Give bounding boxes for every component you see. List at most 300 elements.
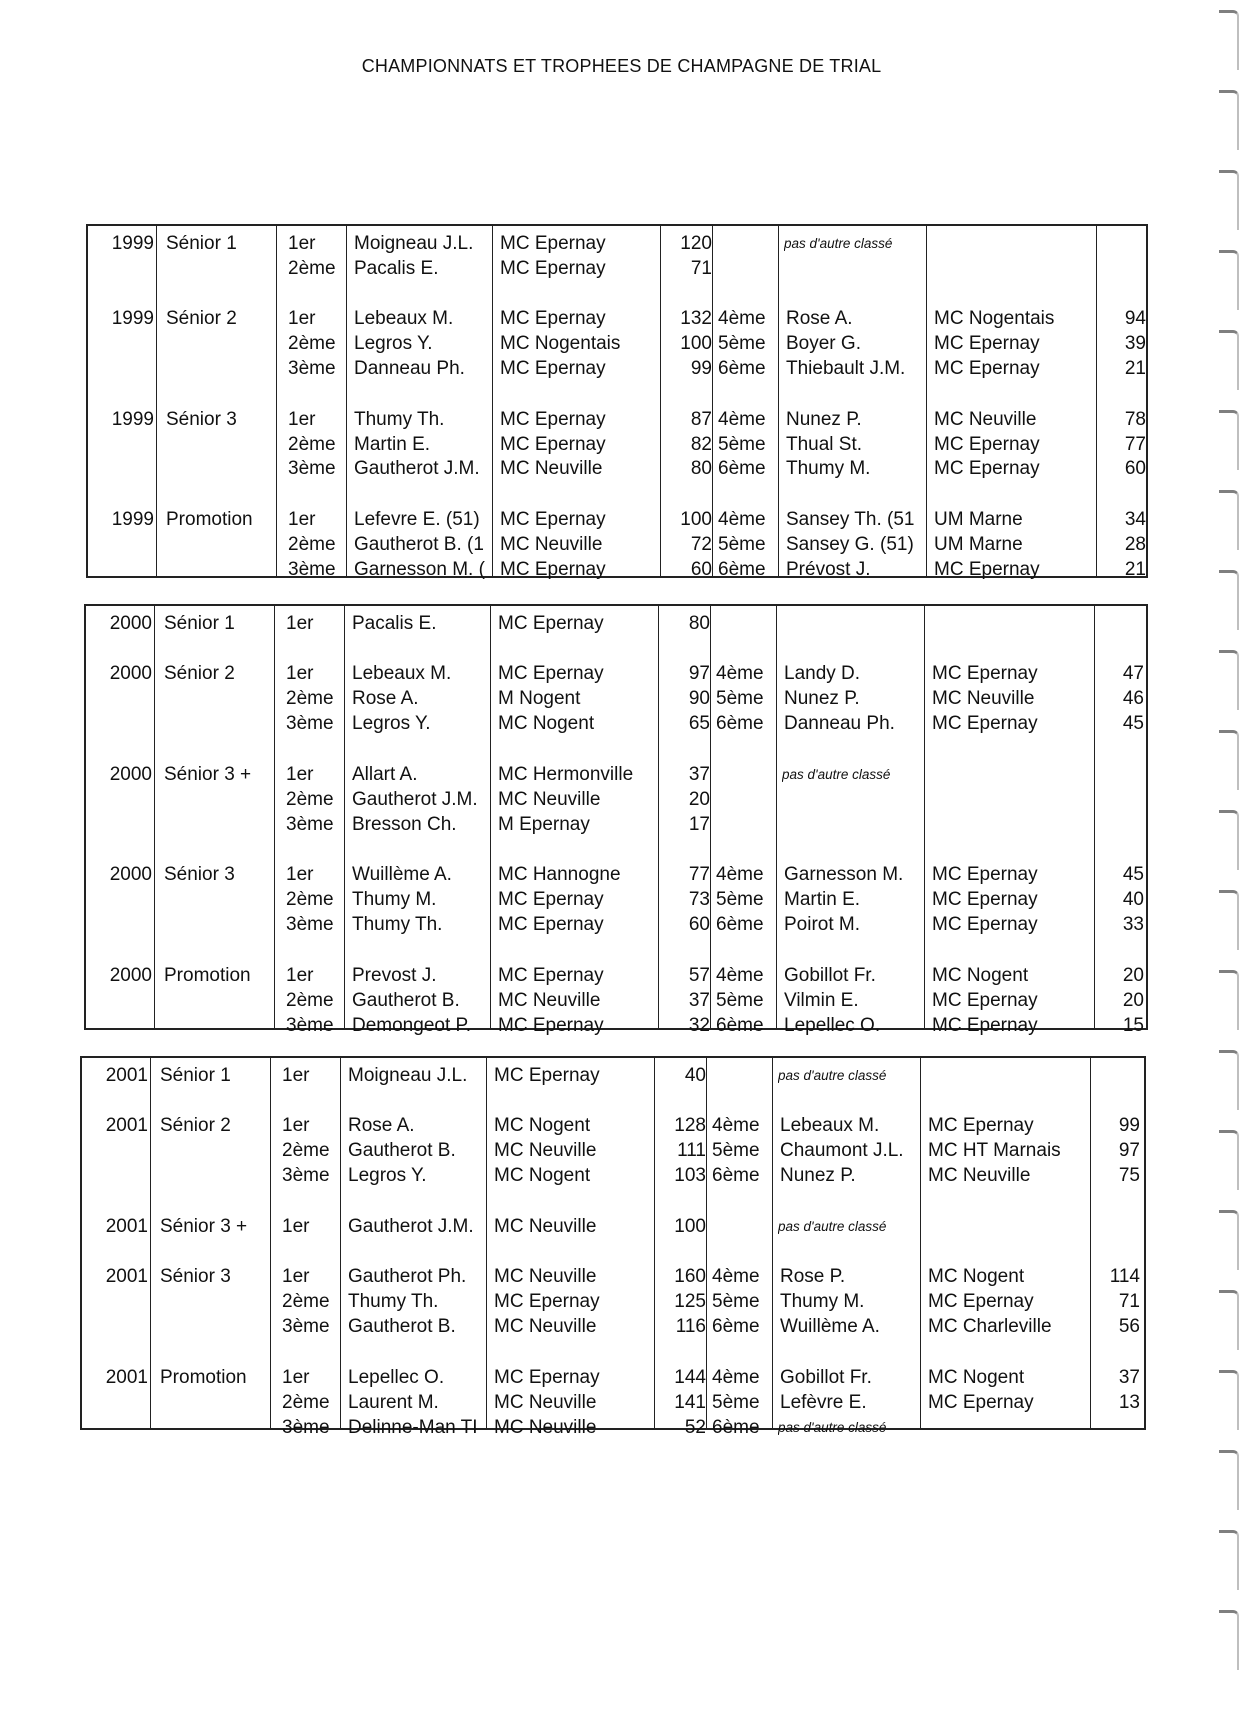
cell-rank2: 4ème (716, 663, 764, 684)
cell-pts: 100 (680, 509, 712, 530)
cell-club2 (928, 1215, 1092, 1239)
table-row (86, 813, 1146, 837)
cell-pts: 40 (684, 1065, 706, 1086)
cell-rank2 (718, 232, 780, 256)
binding-edge-mark (1219, 1370, 1239, 1430)
cell-club2 (934, 257, 1098, 281)
cell-cat (164, 813, 276, 837)
cell-pts2: 20 (1122, 990, 1144, 1011)
cell-club: MC Epernay (494, 1367, 600, 1388)
cell-name: Gautherot B. (1 (354, 534, 484, 555)
table-row (88, 408, 1146, 432)
cell-pts: 99 (690, 358, 712, 379)
cell-club2: MC Neuville (932, 688, 1035, 709)
cell-rank2: 6ème (716, 914, 764, 935)
cell-cat: Sénior 1 (166, 233, 237, 254)
cell-club2 (932, 788, 1096, 812)
cell-name: Gautherot J.M. (354, 458, 480, 479)
results-block (80, 1056, 1146, 1438)
cell-note (784, 457, 924, 481)
cell-pts2: 15 (1122, 1015, 1144, 1036)
cell-club2: MC Epernay (934, 559, 1040, 580)
cell-rank: 2ème (286, 889, 334, 910)
cell-name2: Thumy M. (780, 1291, 865, 1312)
cell-pts2 (1102, 257, 1146, 281)
cell-name: Garnesson M. ( (354, 559, 485, 580)
cell-note (778, 1265, 918, 1289)
cell-rank2: 4ème (712, 1115, 760, 1136)
cell-year (86, 1315, 148, 1339)
cell-pts: 144 (674, 1367, 706, 1388)
cell-note (782, 612, 922, 636)
cell-year (90, 989, 152, 1013)
cell-name2: Thual St. (786, 434, 863, 455)
cell-name: Gautherot B. (348, 1140, 456, 1161)
cell-year: 1999 (111, 509, 154, 530)
cell-name2: Prévost J. (786, 559, 871, 580)
cell-pts: 60 (690, 559, 712, 580)
cell-pts: 37 (688, 764, 710, 785)
cell-pts2 (1100, 763, 1144, 787)
cell-cat (164, 913, 276, 937)
cell-name2: Nunez P. (784, 688, 860, 709)
table-row (86, 1014, 1146, 1038)
cell-pts2: 21 (1124, 358, 1146, 379)
cell-pts: 125 (674, 1291, 706, 1312)
cell-name: Danneau Ph. (354, 358, 465, 379)
cell-cat: Sénior 3 (166, 409, 237, 430)
cell-note (782, 1014, 922, 1038)
table-row (82, 1064, 1144, 1088)
table-row (86, 612, 1146, 636)
cell-rank2 (712, 1215, 774, 1239)
cell-rank: 1er (288, 308, 316, 329)
cell-rank: 1er (286, 965, 314, 986)
cell-cat: Sénior 1 (164, 613, 235, 634)
cell-cat (166, 357, 278, 381)
cell-pts: 120 (680, 233, 712, 254)
cell-pts: 82 (690, 434, 712, 455)
cell-club2: MC HT Marnais (928, 1140, 1061, 1161)
cell-cat (160, 1416, 272, 1440)
table-row (88, 257, 1146, 281)
cell-note (782, 662, 922, 686)
cell-club: MC Nogent (498, 713, 595, 734)
cell-note (784, 433, 924, 457)
cell-rank2 (716, 813, 778, 837)
cell-name2: Rose P. (780, 1266, 846, 1287)
cell-rank: 3ème (286, 914, 334, 935)
cell-pts: 160 (674, 1266, 706, 1287)
cell-name: Lefevre E. (51) (354, 509, 480, 530)
cell-rank2: 6ème (718, 458, 766, 479)
cell-pts2 (1096, 1416, 1140, 1440)
cell-rank: 1er (282, 1266, 310, 1287)
cell-club: MC Epernay (500, 258, 606, 279)
cell-note: pas d'autre classé (784, 236, 893, 251)
table-row (88, 533, 1146, 557)
cell-year (86, 1416, 148, 1440)
cell-club2: MC Epernay (932, 1015, 1038, 1036)
cell-club2: MC Epernay (934, 358, 1040, 379)
cell-cat (164, 712, 276, 736)
cell-name2: Boyer G. (786, 333, 861, 354)
table-row (86, 788, 1146, 812)
table-row (88, 307, 1146, 331)
cell-cat (166, 332, 278, 356)
cell-club2 (928, 1416, 1092, 1440)
cell-note (782, 712, 922, 736)
cell-pts2: 56 (1118, 1316, 1140, 1337)
cell-note (778, 1290, 918, 1314)
cell-note (782, 913, 922, 937)
cell-name2: Gobillot Fr. (780, 1367, 872, 1388)
cell-note (784, 408, 924, 432)
cell-club2: MC Epernay (932, 864, 1038, 885)
cell-name2: Garnesson M. (784, 864, 904, 885)
cell-rank2: 5ème (716, 889, 764, 910)
cell-rank: 1er (286, 613, 314, 634)
cell-pts: 32 (688, 1015, 710, 1036)
table-row (88, 558, 1146, 582)
cell-rank: 1er (288, 509, 316, 530)
cell-year (90, 687, 152, 711)
cell-pts2: 99 (1118, 1115, 1140, 1136)
cell-rank2: 4ème (718, 409, 766, 430)
cell-club: MC Epernay (498, 914, 604, 935)
cell-pts2 (1096, 1064, 1140, 1088)
cell-rank: 2ème (286, 990, 334, 1011)
cell-cat: Promotion (160, 1367, 247, 1388)
cell-name2: Chaumont J.L. (780, 1140, 904, 1161)
table-row (82, 1215, 1144, 1239)
cell-note: pas d'autre classé (778, 1068, 887, 1083)
cell-note (784, 558, 924, 582)
cell-name: Thumy Th. (354, 409, 445, 430)
cell-pts2: 13 (1118, 1392, 1140, 1413)
binding-edge-mark (1219, 730, 1239, 790)
cell-club: MC Nogent (494, 1165, 591, 1186)
cell-year (90, 712, 152, 736)
cell-year (90, 788, 152, 812)
binding-edge-mark (1219, 570, 1239, 630)
cell-note (784, 257, 924, 281)
cell-name2: Sansey Th. (51 (786, 509, 915, 530)
cell-rank2: 4ème (718, 308, 766, 329)
cell-club2: MC Neuville (934, 409, 1037, 430)
cell-pts: 57 (688, 965, 710, 986)
cell-year (86, 1290, 148, 1314)
cell-rank2: 6ème (712, 1316, 760, 1337)
cell-name2: Sansey G. (51) (786, 534, 914, 555)
cell-club: MC Epernay (494, 1291, 600, 1312)
cell-name: Pacalis E. (354, 258, 439, 279)
cell-pts: 128 (674, 1115, 706, 1136)
cell-pts2: 40 (1122, 889, 1144, 910)
cell-rank2 (716, 612, 778, 636)
cell-rank2: 5ème (716, 688, 764, 709)
binding-edge-mark (1219, 10, 1239, 70)
cell-cat (160, 1315, 272, 1339)
cell-club: MC Neuville (494, 1417, 597, 1438)
cell-rank: 2ème (282, 1392, 330, 1413)
cell-name: Laurent M. (348, 1392, 439, 1413)
cell-club2: MC Epernay (928, 1291, 1034, 1312)
cell-rank: 3ème (286, 814, 334, 835)
cell-pts2: 46 (1122, 688, 1144, 709)
cell-rank: 2ème (282, 1140, 330, 1161)
cell-note (782, 687, 922, 711)
cell-name: Bresson Ch. (352, 814, 457, 835)
binding-edge-mark (1219, 1210, 1239, 1270)
cell-pts2: 78 (1124, 409, 1146, 430)
cell-note (778, 1114, 918, 1138)
table-row (82, 1164, 1144, 1188)
cell-club2: MC Epernay (934, 458, 1040, 479)
cell-rank: 1er (282, 1065, 310, 1086)
cell-name2: Lebeaux M. (780, 1115, 880, 1136)
cell-pts: 71 (690, 258, 712, 279)
cell-name2: Landy D. (784, 663, 861, 684)
binding-edge-mark (1219, 170, 1239, 230)
cell-rank: 1er (286, 864, 314, 885)
cell-name2: Thiebault J.M. (786, 358, 906, 379)
cell-rank: 3ème (288, 458, 336, 479)
cell-club: M Epernay (498, 814, 590, 835)
cell-rank2: 5ème (718, 434, 766, 455)
cell-name2: Lefèvre E. (780, 1392, 867, 1413)
binding-edge-mark (1219, 90, 1239, 150)
cell-club2: MC Charleville (928, 1316, 1052, 1337)
cell-name: Lebeaux M. (354, 308, 454, 329)
cell-cat: Sénior 1 (160, 1065, 231, 1086)
cell-name: Thumy Th. (352, 914, 443, 935)
cell-name2: Lepellec O. (784, 1015, 881, 1036)
cell-note (784, 508, 924, 532)
cell-name2: Thumy M. (786, 458, 871, 479)
table-row (88, 457, 1146, 481)
cell-pts: 37 (688, 990, 710, 1011)
cell-rank2: 4ème (716, 965, 764, 986)
table-row (88, 332, 1146, 356)
results-block (86, 224, 1148, 578)
cell-rank2 (712, 1064, 774, 1088)
cell-year (90, 1014, 152, 1038)
cell-club: MC Hannogne (498, 864, 621, 885)
cell-note (778, 1315, 918, 1339)
cell-club: MC Neuville (494, 1316, 597, 1337)
cell-club: MC Epernay (500, 409, 606, 430)
cell-pts: 103 (674, 1165, 706, 1186)
cell-club: MC Epernay (498, 663, 604, 684)
cell-club: MC Neuville (498, 990, 601, 1011)
cell-name: Lepellec O. (348, 1367, 445, 1388)
cell-club: MC Neuville (498, 789, 601, 810)
cell-pts2: 45 (1122, 864, 1144, 885)
cell-year: 2000 (109, 613, 152, 634)
cell-cat (160, 1139, 272, 1163)
cell-name: Lebeaux M. (352, 663, 452, 684)
binding-edge-mark (1219, 890, 1239, 950)
cell-note: pas d'autre classé (778, 1219, 887, 1234)
cell-cat (160, 1391, 272, 1415)
cell-note (778, 1391, 918, 1415)
cell-year: 1999 (111, 233, 154, 254)
page-title: CHAMPIONNATS ET TROPHEES DE CHAMPAGNE DE TRIAL (361, 56, 882, 76)
cell-rank2: 5ème (718, 333, 766, 354)
cell-pts2: 71 (1118, 1291, 1140, 1312)
table-row (82, 1265, 1144, 1289)
cell-club: MC Epernay (500, 233, 606, 254)
cell-rank2: 4ème (712, 1266, 760, 1287)
cell-pts: 111 (677, 1140, 706, 1161)
cell-rank2: 6ème (712, 1417, 760, 1438)
cell-rank: 1er (282, 1367, 310, 1388)
cell-rank: 1er (286, 663, 314, 684)
cell-pts: 100 (680, 333, 712, 354)
cell-year: 2000 (109, 764, 152, 785)
cell-name: Legros Y. (348, 1165, 427, 1186)
cell-pts: 97 (688, 663, 710, 684)
cell-rank: 2ème (286, 789, 334, 810)
cell-club: MC Epernay (500, 358, 606, 379)
cell-year: 2001 (105, 1216, 148, 1237)
cell-club: MC Epernay (498, 889, 604, 910)
cell-note (784, 332, 924, 356)
binding-edge-mark (1219, 490, 1239, 550)
cell-note (784, 307, 924, 331)
cell-cat (166, 558, 278, 582)
cell-pts2 (1100, 612, 1144, 636)
cell-pts: 72 (690, 534, 712, 555)
cell-rank2 (716, 763, 778, 787)
cell-pts: 132 (680, 308, 712, 329)
cell-club: MC Epernay (494, 1065, 600, 1086)
cell-pts: 80 (688, 613, 710, 634)
cell-cat (164, 888, 276, 912)
table-row (88, 508, 1146, 532)
cell-rank2: 6ème (712, 1165, 760, 1186)
cell-rank: 1er (282, 1115, 310, 1136)
cell-name: Gautherot B. (352, 990, 460, 1011)
cell-rank: 3ème (286, 1015, 334, 1036)
cell-cat: Sénior 3 + (164, 764, 252, 785)
binding-edge-mark (1219, 250, 1239, 310)
cell-name: Gautherot B. (348, 1316, 456, 1337)
cell-rank2: 5ème (718, 534, 766, 555)
cell-pts2: 114 (1109, 1266, 1140, 1287)
cell-pts2: 33 (1122, 914, 1144, 935)
cell-rank: 3ème (286, 713, 334, 734)
binding-edge-mark (1219, 1450, 1239, 1510)
cell-club: MC Epernay (498, 613, 604, 634)
cell-rank2: 6ème (716, 1015, 764, 1036)
cell-club2: MC Nogent (928, 1266, 1025, 1287)
cell-note (784, 533, 924, 557)
cell-year (92, 257, 154, 281)
cell-pts: 100 (674, 1216, 706, 1237)
cell-club: MC Epernay (500, 559, 606, 580)
results-block (84, 604, 1148, 1036)
cell-club: MC Hermonville (498, 764, 634, 785)
cell-pts: 20 (688, 789, 710, 810)
table-row (86, 913, 1146, 937)
cell-club2: MC Epernay (932, 914, 1038, 935)
cell-rank2 (718, 257, 780, 281)
cell-year (92, 558, 154, 582)
cell-club2: MC Epernay (928, 1392, 1034, 1413)
cell-pts2: 37 (1118, 1367, 1140, 1388)
cell-club2: MC Nogent (928, 1367, 1025, 1388)
cell-name2: Martin E. (784, 889, 861, 910)
cell-cat (166, 257, 278, 281)
cell-club2: MC Epernay (932, 889, 1038, 910)
cell-cat: Sénior 3 (164, 864, 235, 885)
cell-rank2 (716, 788, 778, 812)
cell-year (92, 357, 154, 381)
binding-edge-mark (1219, 1610, 1239, 1670)
cell-year (92, 533, 154, 557)
cell-club: MC Neuville (494, 1140, 597, 1161)
cell-note (778, 1139, 918, 1163)
cell-club2: MC Neuville (928, 1165, 1031, 1186)
cell-pts2: 39 (1124, 333, 1146, 354)
cell-note (782, 989, 922, 1013)
cell-club: MC Epernay (500, 509, 606, 530)
binding-edge-mark (1219, 1050, 1239, 1110)
cell-year: 2000 (109, 864, 152, 885)
cell-pts: 60 (688, 914, 710, 935)
cell-name: Pacalis E. (352, 613, 437, 634)
cell-name: Gautherot J.M. (348, 1216, 474, 1237)
cell-club: MC Neuville (494, 1216, 597, 1237)
table-row (88, 357, 1146, 381)
cell-club2: MC Nogentais (934, 308, 1055, 329)
table-row (86, 763, 1146, 787)
cell-note: pas d'autre classé (782, 767, 891, 782)
cell-year (90, 813, 152, 837)
cell-name: Moigneau J.L. (354, 233, 474, 254)
cell-club2 (928, 1064, 1092, 1088)
cell-name: Demongeot P. (352, 1015, 472, 1036)
cell-year (90, 913, 152, 937)
cell-year: 2001 (105, 1266, 148, 1287)
cell-club2: MC Epernay (928, 1115, 1034, 1136)
cell-year: 2001 (105, 1367, 148, 1388)
cell-club: MC Epernay (500, 308, 606, 329)
cell-note (782, 863, 922, 887)
cell-rank2: 6ème (718, 358, 766, 379)
cell-year (92, 457, 154, 481)
cell-name2: Nunez P. (780, 1165, 856, 1186)
cell-rank2: 4ème (712, 1367, 760, 1388)
cell-pts: 65 (688, 713, 710, 734)
table-row (82, 1139, 1144, 1163)
cell-pts: 52 (684, 1417, 706, 1438)
cell-rank: 3ème (288, 358, 336, 379)
cell-rank2: 5ème (712, 1392, 760, 1413)
cell-note (784, 357, 924, 381)
cell-year: 2001 (105, 1065, 148, 1086)
cell-year: 2001 (105, 1115, 148, 1136)
cell-name2: Nunez P. (786, 409, 862, 430)
table-row (82, 1114, 1144, 1138)
cell-rank: 2ème (288, 534, 336, 555)
table-row (86, 888, 1146, 912)
cell-pts: 87 (690, 409, 712, 430)
cell-club: MC Epernay (500, 434, 606, 455)
cell-club2: UM Marne (934, 534, 1023, 555)
